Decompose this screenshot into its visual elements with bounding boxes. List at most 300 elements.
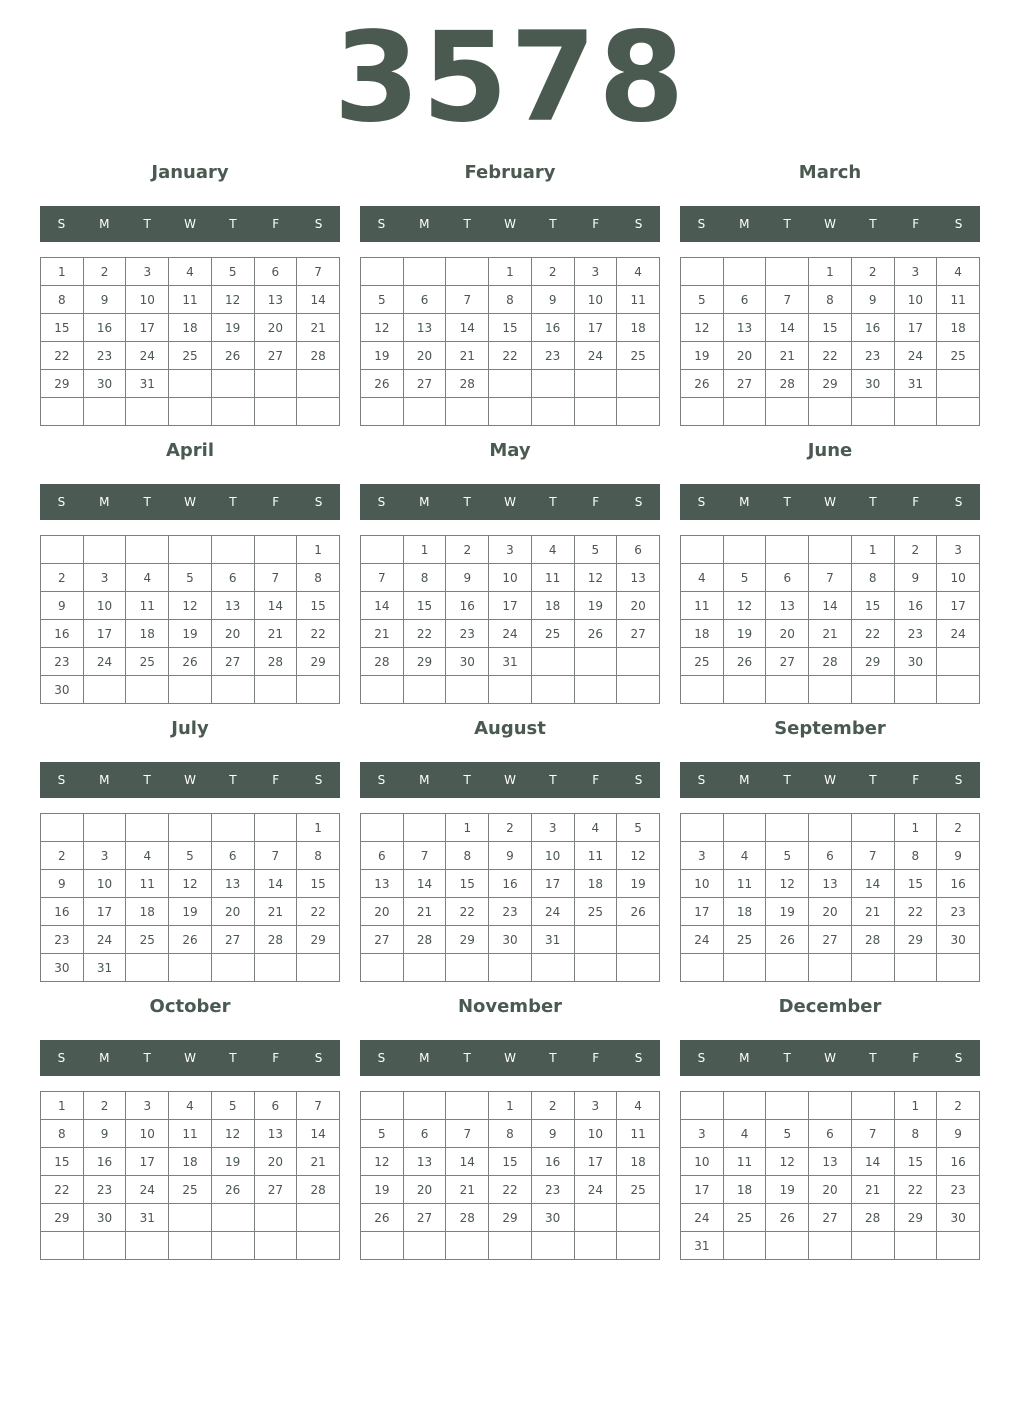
day-cell: 18 <box>723 1176 766 1204</box>
empty-cell <box>809 954 852 982</box>
day-cell: 10 <box>83 870 126 898</box>
week-row <box>681 1176 980 1204</box>
empty-cell <box>809 814 852 842</box>
day-cell: 26 <box>169 926 212 954</box>
day-cell: 8 <box>851 564 894 592</box>
day-cell: 17 <box>83 898 126 926</box>
empty-cell <box>723 676 766 704</box>
weekday-label: S <box>697 217 706 231</box>
empty-cell <box>211 954 254 982</box>
week-row <box>681 370 980 398</box>
empty-cell <box>211 398 254 426</box>
day-cell: 20 <box>254 1148 297 1176</box>
empty-cell <box>617 370 660 398</box>
day-cell: 16 <box>851 314 894 342</box>
day-cell: 25 <box>723 926 766 954</box>
day-cell: 29 <box>446 926 489 954</box>
empty-cell <box>723 536 766 564</box>
day-cell: 8 <box>894 1120 937 1148</box>
day-cell: 26 <box>211 342 254 370</box>
day-cell: 2 <box>851 258 894 286</box>
day-cell: 3 <box>937 536 980 564</box>
weekday-label: W <box>184 773 196 787</box>
day-cell: 6 <box>403 1120 446 1148</box>
day-cell: 1 <box>489 1092 532 1120</box>
week-row <box>361 620 660 648</box>
day-cell: 20 <box>723 342 766 370</box>
day-cell: 25 <box>723 1204 766 1232</box>
week-row <box>681 1120 980 1148</box>
day-cell: 26 <box>361 1204 404 1232</box>
day-cell: 5 <box>723 564 766 592</box>
day-cell: 13 <box>403 1148 446 1176</box>
day-cell: 12 <box>766 870 809 898</box>
weekday-label: M <box>99 495 110 509</box>
day-cell: 8 <box>41 286 84 314</box>
day-cell: 28 <box>361 648 404 676</box>
day-cell: 4 <box>169 258 212 286</box>
day-cell: 13 <box>403 314 446 342</box>
weekday-label: T <box>869 495 877 509</box>
day-cell: 11 <box>937 286 980 314</box>
day-cell: 1 <box>297 814 340 842</box>
day-cell: 6 <box>254 1092 297 1120</box>
weekday-label: T <box>783 773 791 787</box>
weekday-label: W <box>504 1051 516 1065</box>
day-cell: 22 <box>894 1176 937 1204</box>
day-cell: 7 <box>254 564 297 592</box>
week-row <box>681 1204 980 1232</box>
empty-cell <box>126 954 169 982</box>
weekday-label: T <box>229 1051 237 1065</box>
empty-cell <box>531 676 574 704</box>
weekday-label: F <box>272 495 280 509</box>
day-cell: 13 <box>254 1120 297 1148</box>
day-cell: 17 <box>83 620 126 648</box>
day-cell: 14 <box>446 1148 489 1176</box>
weekday-label: F <box>592 495 600 509</box>
day-cell: 23 <box>446 620 489 648</box>
empty-cell <box>41 1232 84 1260</box>
month-name: July <box>171 718 209 739</box>
weekday-label: M <box>739 495 750 509</box>
weekday-label: M <box>99 1051 110 1065</box>
week-row <box>41 898 340 926</box>
day-cell: 7 <box>297 1092 340 1120</box>
day-cell: 4 <box>169 1092 212 1120</box>
day-cell: 4 <box>126 564 169 592</box>
day-cell: 1 <box>809 258 852 286</box>
day-cell: 31 <box>126 1204 169 1232</box>
week-row <box>681 592 980 620</box>
day-cell: 17 <box>574 1148 617 1176</box>
day-cell: 6 <box>809 1120 852 1148</box>
weekday-label: S <box>314 217 323 231</box>
weekday-label: S <box>634 773 643 787</box>
empty-cell <box>809 398 852 426</box>
empty-cell <box>531 1232 574 1260</box>
day-cell: 29 <box>809 370 852 398</box>
day-cell: 26 <box>617 898 660 926</box>
empty-cell <box>681 1092 724 1120</box>
day-cell: 17 <box>489 592 532 620</box>
day-cell: 31 <box>489 648 532 676</box>
day-cell: 22 <box>297 898 340 926</box>
day-cell: 1 <box>894 814 937 842</box>
day-cell: 7 <box>766 286 809 314</box>
day-cell: 4 <box>617 258 660 286</box>
empty-cell <box>83 814 126 842</box>
day-cell: 22 <box>41 342 84 370</box>
day-cell: 5 <box>169 564 212 592</box>
day-cell: 9 <box>83 286 126 314</box>
week-row <box>681 1232 980 1260</box>
day-cell: 29 <box>851 648 894 676</box>
day-cell: 2 <box>937 1092 980 1120</box>
day-cell: 27 <box>403 370 446 398</box>
day-cell: 25 <box>574 898 617 926</box>
day-cell: 6 <box>403 286 446 314</box>
weekday-header <box>680 762 980 798</box>
day-cell: 24 <box>489 620 532 648</box>
weekday-label: F <box>912 1051 920 1065</box>
day-cell: 13 <box>809 870 852 898</box>
day-cell: 13 <box>211 870 254 898</box>
day-cell: 24 <box>83 926 126 954</box>
empty-cell <box>531 648 574 676</box>
day-cell: 25 <box>169 1176 212 1204</box>
day-cell: 24 <box>126 1176 169 1204</box>
day-cell: 31 <box>126 370 169 398</box>
day-cell: 1 <box>41 1092 84 1120</box>
weekday-label: M <box>739 1051 750 1065</box>
empty-cell <box>617 954 660 982</box>
weekday-label: M <box>419 773 430 787</box>
weekday-header <box>360 484 660 520</box>
empty-cell <box>403 1092 446 1120</box>
week-row <box>681 258 980 286</box>
day-cell: 28 <box>851 926 894 954</box>
day-cell: 13 <box>809 1148 852 1176</box>
empty-cell <box>574 926 617 954</box>
day-cell: 28 <box>297 342 340 370</box>
week-row <box>361 258 660 286</box>
empty-cell <box>126 536 169 564</box>
day-cell: 4 <box>937 258 980 286</box>
day-cell: 10 <box>489 564 532 592</box>
empty-cell <box>937 676 980 704</box>
week-row <box>41 926 340 954</box>
day-cell: 28 <box>297 1176 340 1204</box>
week-row <box>681 954 980 982</box>
weekday-label: S <box>377 1051 386 1065</box>
day-cell: 8 <box>894 842 937 870</box>
day-cell: 9 <box>937 1120 980 1148</box>
day-cell: 18 <box>531 592 574 620</box>
empty-cell <box>766 1092 809 1120</box>
day-cell: 26 <box>766 1204 809 1232</box>
day-cell: 12 <box>211 286 254 314</box>
empty-cell <box>937 1232 980 1260</box>
day-cell: 21 <box>446 342 489 370</box>
empty-cell <box>83 398 126 426</box>
week-row <box>41 648 340 676</box>
week-row <box>41 1148 340 1176</box>
empty-cell <box>723 954 766 982</box>
day-cell: 12 <box>169 592 212 620</box>
day-cell: 10 <box>531 842 574 870</box>
day-cell: 20 <box>403 342 446 370</box>
weekday-header <box>360 206 660 242</box>
day-cell: 2 <box>446 536 489 564</box>
day-cell: 2 <box>83 1092 126 1120</box>
weekday-label: F <box>272 217 280 231</box>
day-cell: 10 <box>681 1148 724 1176</box>
day-cell: 5 <box>211 1092 254 1120</box>
day-cell: 10 <box>894 286 937 314</box>
empty-cell <box>766 258 809 286</box>
day-cell: 17 <box>574 314 617 342</box>
weekday-header <box>680 206 980 242</box>
empty-cell <box>937 954 980 982</box>
day-cell: 15 <box>403 592 446 620</box>
day-cell: 5 <box>574 536 617 564</box>
day-cell: 5 <box>766 1120 809 1148</box>
day-cell: 2 <box>894 536 937 564</box>
day-cell: 9 <box>446 564 489 592</box>
day-cell: 24 <box>681 1204 724 1232</box>
day-cell: 26 <box>169 648 212 676</box>
day-cell: 1 <box>489 258 532 286</box>
day-cell: 26 <box>766 926 809 954</box>
day-cell: 21 <box>403 898 446 926</box>
empty-cell <box>361 1092 404 1120</box>
week-row <box>361 536 660 564</box>
week-row <box>41 814 340 842</box>
day-grid <box>40 1091 340 1260</box>
week-row <box>361 1092 660 1120</box>
week-row <box>361 1204 660 1232</box>
empty-cell <box>403 258 446 286</box>
day-cell: 4 <box>617 1092 660 1120</box>
weekday-label: T <box>549 773 557 787</box>
empty-cell <box>41 814 84 842</box>
weekday-label: S <box>697 773 706 787</box>
empty-cell <box>766 954 809 982</box>
day-cell: 24 <box>83 648 126 676</box>
weekday-label: S <box>634 1051 643 1065</box>
weekday-label: T <box>463 217 471 231</box>
weekday-label: F <box>592 773 600 787</box>
day-cell: 7 <box>403 842 446 870</box>
weekday-label: S <box>57 495 66 509</box>
empty-cell <box>489 954 532 982</box>
empty-cell <box>83 676 126 704</box>
day-cell: 11 <box>681 592 724 620</box>
day-cell: 19 <box>766 898 809 926</box>
week-row <box>41 1120 340 1148</box>
day-cell: 2 <box>489 814 532 842</box>
empty-cell <box>809 676 852 704</box>
day-cell: 21 <box>446 1176 489 1204</box>
day-cell: 29 <box>297 926 340 954</box>
week-row <box>41 842 340 870</box>
empty-cell <box>851 954 894 982</box>
week-row <box>681 1148 980 1176</box>
empty-cell <box>723 814 766 842</box>
day-cell: 23 <box>937 1176 980 1204</box>
week-row <box>361 592 660 620</box>
day-cell: 23 <box>894 620 937 648</box>
empty-cell <box>766 1232 809 1260</box>
day-cell: 13 <box>211 592 254 620</box>
day-cell: 24 <box>574 1176 617 1204</box>
week-row <box>41 1092 340 1120</box>
day-cell: 14 <box>446 314 489 342</box>
week-row <box>41 620 340 648</box>
day-cell: 13 <box>254 286 297 314</box>
empty-cell <box>937 398 980 426</box>
week-row <box>361 954 660 982</box>
empty-cell <box>126 814 169 842</box>
week-row <box>361 842 660 870</box>
empty-cell <box>254 1204 297 1232</box>
day-cell: 30 <box>894 648 937 676</box>
day-cell: 12 <box>723 592 766 620</box>
weekday-label: T <box>549 495 557 509</box>
day-cell: 3 <box>894 258 937 286</box>
day-cell: 11 <box>531 564 574 592</box>
day-cell: 14 <box>297 1120 340 1148</box>
day-cell: 16 <box>531 1148 574 1176</box>
day-cell: 21 <box>851 1176 894 1204</box>
day-cell: 5 <box>211 258 254 286</box>
week-row <box>361 648 660 676</box>
empty-cell <box>723 1092 766 1120</box>
day-cell: 1 <box>403 536 446 564</box>
day-cell: 13 <box>617 564 660 592</box>
empty-cell <box>681 536 724 564</box>
empty-cell <box>574 1232 617 1260</box>
weekday-label: T <box>783 1051 791 1065</box>
day-cell: 6 <box>766 564 809 592</box>
day-cell: 28 <box>851 1204 894 1232</box>
day-cell: 18 <box>169 1148 212 1176</box>
weekday-label: T <box>869 1051 877 1065</box>
day-cell: 4 <box>574 814 617 842</box>
day-cell: 19 <box>766 1176 809 1204</box>
day-cell: 24 <box>937 620 980 648</box>
day-cell: 21 <box>297 1148 340 1176</box>
day-cell: 11 <box>723 1148 766 1176</box>
day-cell: 10 <box>126 1120 169 1148</box>
day-cell: 25 <box>126 648 169 676</box>
empty-cell <box>297 1232 340 1260</box>
empty-cell <box>297 676 340 704</box>
empty-cell <box>574 648 617 676</box>
week-row <box>41 342 340 370</box>
day-cell: 5 <box>766 842 809 870</box>
weekday-label: M <box>739 773 750 787</box>
day-cell: 1 <box>894 1092 937 1120</box>
day-cell: 23 <box>937 898 980 926</box>
day-cell: 8 <box>446 842 489 870</box>
weekday-label: W <box>824 1051 836 1065</box>
empty-cell <box>681 814 724 842</box>
month-name: March <box>798 162 862 183</box>
day-cell: 24 <box>531 898 574 926</box>
day-cell: 29 <box>489 1204 532 1232</box>
day-cell: 15 <box>297 592 340 620</box>
empty-cell <box>574 370 617 398</box>
day-cell: 22 <box>41 1176 84 1204</box>
day-cell: 12 <box>361 314 404 342</box>
day-cell: 2 <box>41 564 84 592</box>
day-cell: 30 <box>41 676 84 704</box>
week-row <box>361 898 660 926</box>
week-row <box>681 536 980 564</box>
empty-cell <box>297 398 340 426</box>
weekday-header <box>680 1040 980 1076</box>
week-row <box>361 676 660 704</box>
day-cell: 11 <box>126 592 169 620</box>
day-cell: 31 <box>894 370 937 398</box>
empty-cell <box>531 370 574 398</box>
day-cell: 14 <box>254 592 297 620</box>
empty-cell <box>361 258 404 286</box>
empty-cell <box>617 398 660 426</box>
day-cell: 24 <box>574 342 617 370</box>
day-cell: 4 <box>531 536 574 564</box>
day-cell: 23 <box>851 342 894 370</box>
week-row <box>41 676 340 704</box>
day-cell: 23 <box>83 342 126 370</box>
weekday-label: M <box>419 217 430 231</box>
day-cell: 23 <box>489 898 532 926</box>
week-row <box>41 954 340 982</box>
day-cell: 24 <box>681 926 724 954</box>
empty-cell <box>83 1232 126 1260</box>
day-cell: 18 <box>574 870 617 898</box>
day-cell: 29 <box>894 1204 937 1232</box>
day-cell: 14 <box>403 870 446 898</box>
day-cell: 16 <box>531 314 574 342</box>
day-cell: 27 <box>254 1176 297 1204</box>
empty-cell <box>681 258 724 286</box>
day-cell: 13 <box>766 592 809 620</box>
day-cell: 15 <box>446 870 489 898</box>
day-cell: 18 <box>681 620 724 648</box>
empty-cell <box>211 536 254 564</box>
weekday-label: W <box>504 495 516 509</box>
empty-cell <box>126 398 169 426</box>
day-cell: 20 <box>361 898 404 926</box>
day-cell: 14 <box>851 870 894 898</box>
day-cell: 3 <box>574 1092 617 1120</box>
week-row <box>41 398 340 426</box>
empty-cell <box>446 676 489 704</box>
weekday-label: S <box>634 495 643 509</box>
weekday-label: S <box>314 495 323 509</box>
month-name: October <box>149 996 231 1017</box>
weekday-label: T <box>143 495 151 509</box>
weekday-header <box>40 762 340 798</box>
weekday-header <box>360 762 660 798</box>
month-name: November <box>457 996 563 1017</box>
day-cell: 4 <box>723 1120 766 1148</box>
day-cell: 29 <box>403 648 446 676</box>
day-cell: 7 <box>446 1120 489 1148</box>
